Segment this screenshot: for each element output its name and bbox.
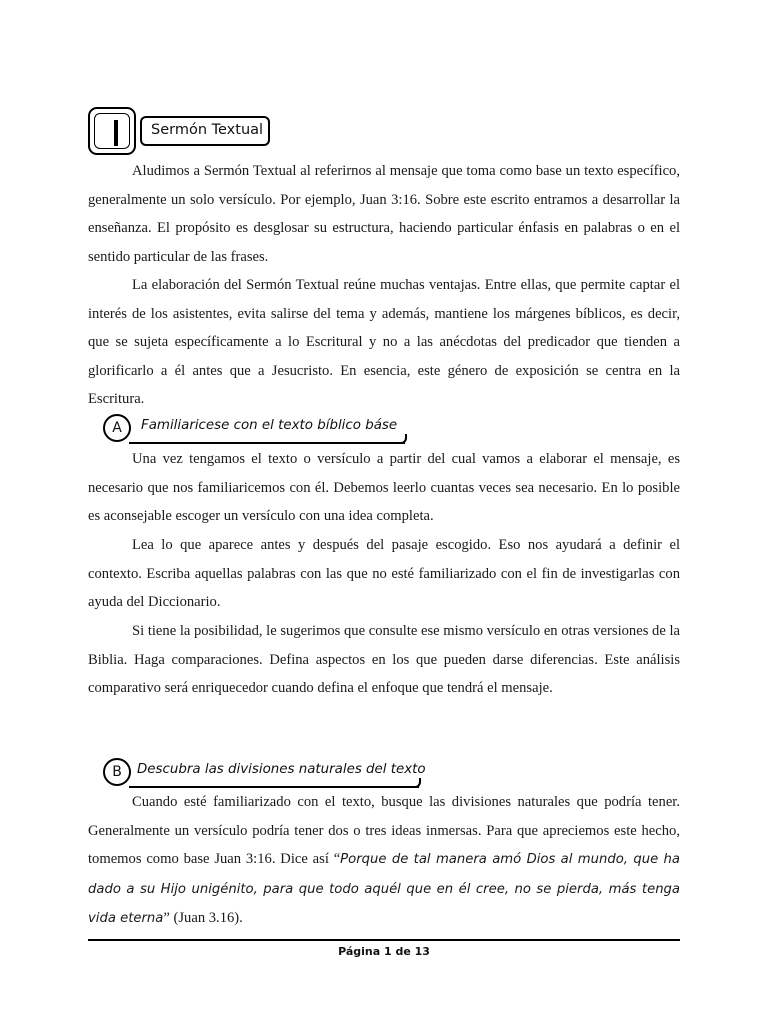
footer-rule [88,939,680,941]
paragraph-6 [88,788,680,934]
paragraph-5: Si tiene la posibilidad, le sugerimos que consulte ese mismo versículo en otras versiones de la Biblia. Haga comparaciones. Defina aspectos en los que pueden darse diferencias. Este análisis comparativo será enriquecedor cuando defina el enfoque que tendrá el mensaje. [88,623,680,697]
paragraph-6-citation: ” (Juan 3.16). [163,910,243,927]
subsection-a-heading [103,414,408,444]
subsection-b-heading [103,758,428,788]
section-title: Sermón Textual [151,122,264,138]
section-number-inner-frame [94,113,130,149]
subsection-a-title: Familiaricese con el texto bíblico báse [141,418,398,433]
subsection-a-letter: A [103,414,131,442]
page-number: Página 1 de 13 [338,945,430,958]
paragraph-6-quote: Porque de tal manera amó Dios al mundo, que ha dado a su Hijo unigénito, para que todo aquél que en él cree, no se pierda, más tenga vida eterna [88,852,680,927]
section-number-box [88,107,136,155]
subsection-b-title: Descubra las divisiones naturales del texto [137,762,426,777]
paragraph-3: Una vez tengamos el texto o versículo a partir del cual vamos a elaborar el mensaje, es necesario que nos familiaricemos con él. Debemos leerlo cuantas veces sea necesario. En lo posible es aconsejable escoger un versículo con una idea completa. [88,451,680,525]
section-title-box [140,116,270,146]
subsection-b-underline-hook [413,778,421,788]
subsection-a-underline-hook [399,434,407,444]
subsection-a-underline [129,442,405,444]
paragraph-4: Lea lo que aparece antes y después del pasaje escogido. Eso nos ayudará a definir el contexto. Escriba aquellas palabras con las que no esté familiarizado con el fin de investigarlas con ayuda del Diccionario. [88,537,680,611]
paragraph-6-intro: Cuando esté familiarizado con el texto, busque las divisiones naturales que podría tener. Generalmente un versículo podría tener dos o tres ideas inmersas. Para que apreciemos este hecho, tomemos como base Juan 3:16. Dice así “ [88,794,680,868]
subsection-b-letter: B [103,758,131,786]
section-numeral-glyph [114,120,118,146]
paragraph-2: La elaboración del Sermón Textual reúne muchas ventajas. Entre ellas, que permite captar el interés de los asistentes, evita salirse del tema y además, mantiene los márgenes bíblicos, es decir, que se sujeta específicamente a lo Escritural y no a las anécdotas del predicador que tienden a glorificarlo a él antes que a Jesucristo. En esencia, este género de exposición se centra en la Escritura. [88,277,680,408]
paragraph-1: Aludimos a Sermón Textual al referirnos al mensaje que toma como base un texto específico, generalmente un solo versículo. Por ejemplo, Juan 3:16. Sobre este escrito entramos a desarrollar la enseñanza. El propósito es desglosar su estructura, haciendo particular énfasis en palabras o en el sentido particular de las frases. [88,163,680,265]
